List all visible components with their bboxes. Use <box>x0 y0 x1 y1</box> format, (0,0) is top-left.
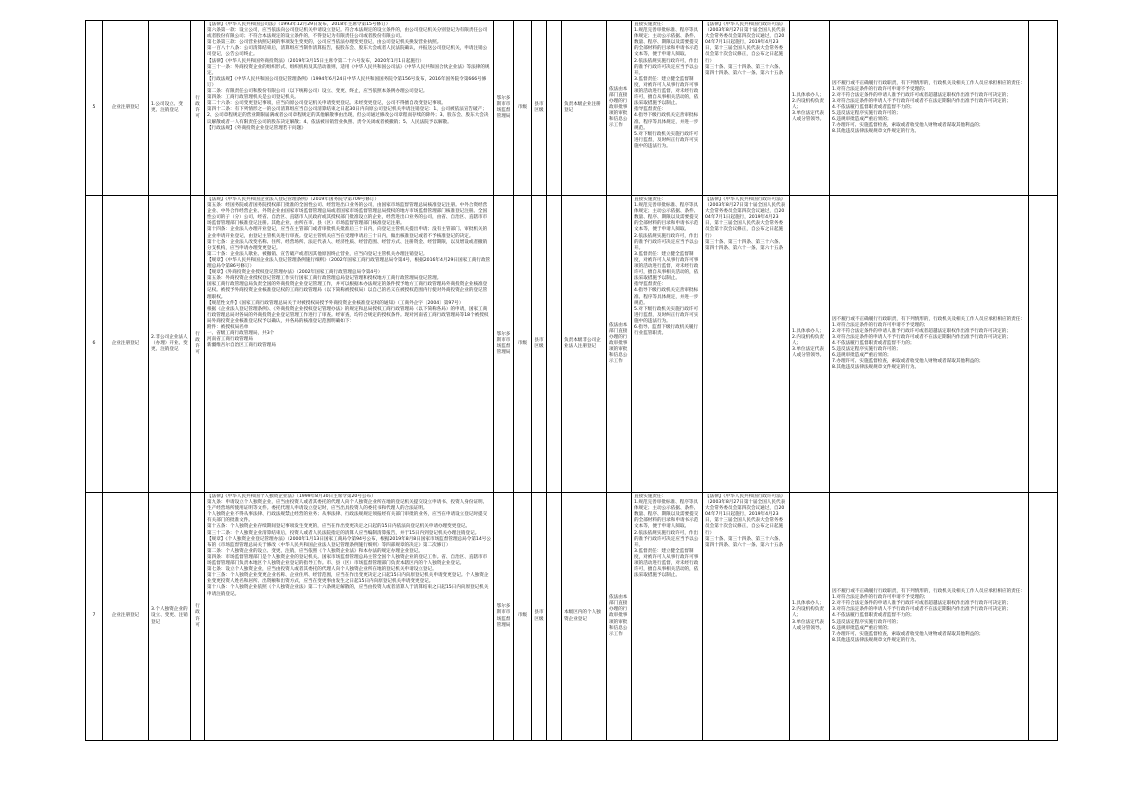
paragraph: 指导监督责任： <box>634 107 667 113</box>
seq-cell: 7 <box>86 493 103 741</box>
paragraph: 第五条：外商投资企业授权登记管理工作实行国家工商行政管理总局登记管理和授权地方工商行政管理局登记管理。 <box>207 276 442 282</box>
paragraph: 第十四条：企业法人办理开业登记，应当在主管部门或者审批机关批准后三十日内，向登记主管机关提出申请；没有主管部门、审批机关的企业申请开业登记，由登记主管机关进行审查。登记主管机关应当在受理申请后三十日内，做出核准登记或者不予核准登记的决定。 <box>207 227 488 239</box>
paragraph: 5.对下级行政机关实施行政许可进行监督，及时纠正行政许可实施中的违法行为。 <box>634 131 699 149</box>
paragraph: 第十三条：个人独资企业变更企业名称、企业住所、经营范围，应当在作出变更决定之日起15日内向原登记机关申请变更登记。个人独资企业变更投资人姓名和居所、出资额和出资方式，应当在变更事由发生之日起15日内向原登记机关申请变更登记。 <box>207 573 489 585</box>
seq-cell: 5 <box>86 21 103 196</box>
paragraph: 2.依法依规实施行政许可，作出的准予行政许可决定应当予以公开。 <box>634 58 699 76</box>
subject-cell: 负责本级非公司企业法人注册登记 <box>562 196 607 493</box>
legal-basis-text <box>207 494 491 739</box>
paragraph: 【行政法规】《外商投资企业登记管理若干问题》 <box>207 125 306 131</box>
legal-basis-text <box>207 22 491 194</box>
paragraph: 3.监督责任：建立健全监督制度，对被许可人从事行政许可事项的活动进行监督，对未经行政许可，擅自从事相关活动的，依法采取措施予以制止。 <box>634 251 699 282</box>
account-basis-text: 【法律】《中华人民共和国行政许可法》（2003年8月27日第十届全国人民代表大会常务委员会第四次会议通过，自2004年7月1日起施行，2019年4月23日，第十三届全国人民代表大会常务委员会第十次会议修正，自公布之日起施行） 第三十条、第三十四条、第三十六条、第四十四条、第六十一条、第六十五条 <box>705 197 786 251</box>
account-basis-cell <box>703 196 790 493</box>
paragraph: 6.指导、监督下级行政机关履行行业监管职责。 <box>634 324 699 337</box>
paragraph: 5.对下级行政机关实施行政许可进行监督，及时纠正行政许可实施中的违法行为。 <box>634 306 699 324</box>
accountability-cell <box>830 21 1029 196</box>
paragraph: 4.指导下级行政机关完善审批标准、程序等具体规定，并进一步规范。 <box>634 288 699 306</box>
table-row <box>86 493 1058 741</box>
accountability-text: 因不履行或不正确履行行政职责，有下列情形的，行政机关及相关工作人员应承担相应的责任： 1.对符合法定条件的行政许可申请不予受理的； 2.对不符合法定条件的申请人准予行政许可或者超越法定职权作出准予行政许可决定的； 3.对符合法定条件的申请人不予行政许可或者不在法定期限内作出准予行政许可决定的； 4.不依法履行监督职责或者监督不力的； 5.违反法定程序实施行政许可的； 6.违规审批造成严重后果的； 7.办理许可、实施监督检查，索取或者收受他人财物或者谋取其他利益的； 8.其他违反法律法规规章文件规定的行为。 <box>832 316 1025 371</box>
level-city-cell: 市级 <box>514 21 532 196</box>
paragraph: 1.规范完善审批标准、程序等具体规定；主动公示依据、条件、数量、程序、期限以及需要提交的全部材料的目录和申请书示范文本等，便于申请人阅取。 <box>634 500 699 530</box>
duties-cell <box>632 493 703 741</box>
paragraph: 第十八条：个人独资企业依照《个人独资企业法》第二十六条规定解散的，应当由投资人或者清算人于清算结束之日起15日内向原登记机关申请注销登记。 <box>207 585 489 597</box>
account-basis-cell <box>703 21 790 196</box>
kind-cell: 行政许可 <box>191 493 205 741</box>
level-county-cell: 县市区级 <box>532 196 547 493</box>
level-county-cell: 县市区级 <box>532 493 547 741</box>
subject-cell: 本级区内的个人独资企业登记 <box>562 493 607 741</box>
paragraph: 一、省级工商行政管理局，共3个 <box>207 331 275 337</box>
paragraph: 第四条：市场监督管理部门是个人独资企业的登记机关。国家市场监督管理总局主管全国个人独资企业的登记工作。省、自治区、直辖市市场监督管理部门负责本地区个人独资企业登记的指导工作。市、县（区）市场监督管理部门负责本辖区内的个人独资企业登记。 <box>207 554 488 567</box>
paragraph: 【行政法规】《中华人民共和国公司登记管理条例》（1994年6月24日中华人民共和国国务院令第156号发布，2016年国务院令第666号修订） <box>207 76 487 88</box>
paragraph: 第四条：工商行政管理机关是公司登记机关。 <box>207 95 299 101</box>
tasks-cell <box>790 493 830 741</box>
duties-cell <box>632 21 703 196</box>
duties-text <box>634 197 700 491</box>
duty-basis-cell: 依法由本部门直接办理的行政审批事项的审批和信息公示工作 <box>607 21 632 196</box>
duty-basis-cell: 依法由本部门直接办理的行政审批事项的审批和信息公示工作 <box>607 196 632 493</box>
kind-cell: 行政许可 <box>191 21 205 196</box>
paragraph: 直接实施责任： <box>634 197 667 202</box>
sub-item-cell: 3.个人独资企业的设立、变更、注销登记 <box>149 493 191 741</box>
table-body <box>86 21 1058 741</box>
paragraph: 第七条第三款：公司营业执照记载的事项发生变更的，公司应当依法办理变更登记，由公司登记机关换发营业执照。 <box>207 40 442 46</box>
paragraph: 第九条：申请设立个人独资企业，应当由投资人或者其委托的代理人向个人独资企业所在地的登记机关提交设立申请书、投资人身份证明、生产经营场所使用证明等文件。委托代理人申请设立登记时，应当出具投资人的委托书和代理人的合法证明。 <box>207 500 488 512</box>
paragraph: 【法律】《中华人民共和国个人独资企业法》（1999年8月30日主席令第20号公布） <box>207 494 376 499</box>
duties-text <box>634 494 700 739</box>
paragraph: 第三十二条：个人独资企业清算结束后，投资人或者人民法院指定的清算人应当编制清算报告，并于15日内到登记机关办理注销登记。 <box>207 530 480 536</box>
tasks-text: 1.具体承办人； 2.内设机构负责人； 3.单位法定代表人或分管领导。 <box>792 92 825 123</box>
seq-cell: 6 <box>86 196 103 493</box>
paragraph: 直接实施责任： <box>634 22 667 27</box>
paragraph: 【规章】《中华人民共和国企业法人登记管理条例施行细则》（2002年国家工商行政管理总局令第4号，根据2016年4月29日国家工商行政管理总局令第86号修订） <box>207 257 491 270</box>
responsibility-table <box>85 20 1058 741</box>
paragraph: 【法律】《中华人民共和国公司法》（1993年12月29日发布，2018年主席令第15号修订） <box>207 22 391 27</box>
legal-basis-cell <box>205 21 494 196</box>
paragraph: 第二十条：企业法人歇业、被撤销、宣告破产或者因其他原因终止营业，应当向登记主管机关办理注销登记。 <box>207 251 428 257</box>
paragraph: 国家工商行政管理总局负责全国的外商投资企业登记管理工作，并可以根据本办法规定的条件授予地方工商行政管理局外商投资企业核准登记权。被授予外商投资企业核准登记权的工商行政管理局（以下简称被授权局）以自己的名义在被授权范围内行使对外商投资企业的登记管理职权。 <box>207 282 488 300</box>
paragraph: 2.依法依规实施行政许可，作出的准予行政许可决定应当予以公开。 <box>634 233 699 251</box>
paragraph: 2.依法依规实施行政许可，作出的准予行政许可决定应当予以公开。 <box>634 530 699 548</box>
dept-cell: 鄂尔多斯市市场监督管理局 <box>494 21 514 196</box>
tasks-text: 1.具体承办人； 2.内设机构负责人； 3.单位法定代表人或分管领导。 <box>792 601 825 631</box>
accountability-cell <box>830 196 1029 493</box>
paragraph: 【法律】《中华人民共和国外商投资法》（2019年3月15日主席令第二十六号发布，2020年1月1日起施行） <box>207 58 425 64</box>
paragraph: 河南省工商行政管理局 <box>207 337 253 343</box>
duty-basis-cell: 依法由本部门直接办理的行政审批事项的审批和信息公示工作 <box>607 493 632 741</box>
legal-basis-cell <box>205 196 494 493</box>
kind-cell: 行政许可 <box>191 196 205 493</box>
paragraph: 第二条：有限责任公司和股份有限公司（以下统称公司）设立、变更、终止，应当依照本条例办理公司登记。 <box>207 89 428 95</box>
tasks-text: 1.具体承办人； 2.内设机构负责人； 3.单位法定代表人或分管领导。 <box>792 328 825 359</box>
paragraph: 3.监督责任：建立健全监督制度，对被许可人从事行政许可事项的活动进行监督，对未经行政许可，擅自从事相关活动的，依法采取措施予以制止。 <box>634 548 699 579</box>
level-city-cell: 市级 <box>514 196 532 493</box>
paragraph: 指导监督责任： <box>634 282 667 288</box>
legal-basis-text <box>207 197 491 491</box>
sub-item-cell: 1.公司设立、变更、注销登记 <box>149 21 191 196</box>
paragraph: 1.规范完善审批标准、程序等具体规定；主动公示依据、条件、数量、程序、期限以及需要提交的全部材料的目录和申请书示范文本等，便于申请人阅取。 <box>634 28 699 58</box>
account-basis-text: 【法律】《中华人民共和国行政许可法》（2003年8月27日第十届全国人民代表大会常务委员会第四次会议通过，自2004年7月1日起施行，2019年4月23日，第十三届全国人民代表大会常务委员会第十次会议修正，自公布之日起施行） 第三十条、第三十四条、第三十六条、第四十四条、第六十一条、第六十五条 <box>705 22 786 76</box>
paragraph: 新疆维吾尔自治区工商行政管理局 <box>207 343 276 349</box>
table-row <box>86 21 1058 196</box>
accountability-cell <box>830 493 1029 741</box>
subject-cell: 负责本级企业注册登记 <box>562 21 607 196</box>
sub-item-cell: 2.非公司企业法人（办理）开业、变更、注销登记 <box>149 196 191 493</box>
accountability-text: 因不履行或不正确履行行政职责，有下列情形的，行政机关及相关工作人员应承担相应的责任： 1.对符合法定条件的行政许可申请不予受理的； 2.对不符合法定条件的申请人准予行政许可或者超越法定职权作出准予行政许可决定的； 3.对符合法定条件的申请人不予行政许可或者不在法定期限内作出准予行政许可决定的； 4.不依法履行监督职责或者监督不力的； 5.违反法定程序实施行政许可的； 6.违规审批造成严重后果的； 7.办理许可、实施监督检查，索取或者收受他人财物或者谋取其他利益的； 8.其他违反法律法规规章文件规定的行为。 <box>832 589 1025 643</box>
remark-cell <box>1029 493 1058 741</box>
blank-cell <box>547 493 562 741</box>
paragraph: 【法规】《中华人民共和国企业法人登记管理条例》（2019年国务院令第709号修订） <box>207 197 380 202</box>
remark-cell <box>1029 21 1058 196</box>
paragraph: 第二十六条：公司变更登记事项，应当向原公司登记机关申请变更登记。未经变更登记，公司不得擅自改变登记事项。 <box>207 101 446 107</box>
paragraph: 第一百八十八条：公司清算结束后，清算组应当制作清算报告，报股东会、股东大会或者人民法院确认，并报送公司登记机关，申请注销公司登记，公告公司终止。 <box>207 46 488 58</box>
paragraph: 第十七条：企业法人改变名称、住所、经营场所、法定代表人、经济性质、经营范围、经营方式、注册资金、经营期限，以及增设或者撤销分支机构，应当申请办理变更登记。 <box>207 239 488 251</box>
accountability-text: 因不履行或不正确履行行政职责，有下列情形的，行政机关及相关工作人员应承担相应的责任： 1.对符合法定条件的行政许可申请不予受理的； 2.对不符合法定条件的申请人准予行政许可或者超越法定职权作出准予行政许可决定的； 3.对符合法定条件的申请人不予行政许可或者不在法定期限内作出准予行政许可决定的； 4.不依法履行监督职责或者监督不力的； 5.违反法定程序实施行政许可的； 6.违规审批造成严重后果的； 7.办理许可、实施监督检查，索取或者收受他人财物或者谋取其他利益的； 8.其他违反法律法规规章文件规定的行为。 <box>832 80 1025 135</box>
dept-cell: 鄂尔多斯市市场监督管理局 <box>494 493 514 741</box>
paragraph: 【规范性文件】《国家工商行政管理总局关于对被授权局授予外商投资企业核准登记权的通知》（工商外企字〔2004〕第97号） <box>207 300 464 306</box>
tasks-cell <box>790 21 830 196</box>
legal-basis-cell <box>205 493 494 741</box>
level-county-cell: 县市区级 <box>532 21 547 196</box>
level-city-cell: 市级 <box>514 493 532 741</box>
paragraph: 直接实施责任： <box>634 494 667 499</box>
paragraph: 根据《企业法人登记管理条例》、《外商投资企业授权登记管理办法》的规定和总局授权工商行政管理局（以下简称各局）的申请，国家工商行政管理总局对各局的外商投资企业登记管理工作进行了审查。经审查，均符合规定的授权条件。现对河南省工商行政管理局等18个被授权局外商投资企业核准登记权予以确认，并各局的核准登记范围明确如下： <box>207 306 489 324</box>
blank-cell <box>547 196 562 493</box>
item-name-cell: 企业注册登记 <box>103 21 149 196</box>
account-basis-cell <box>703 493 790 741</box>
paragraph: 附件：被授权局名单 <box>207 324 249 330</box>
paragraph: 个人独资企业不得从事法律、行政法规禁止经营的业务；从事法律、行政法规规定须报经有关部门审批的业务，应当在申请设立登记时提交有关部门的批准文件。 <box>207 512 488 524</box>
paragraph: 【规章】《个人独资企业登记管理办法》（2000年1月13日国家工商局令第94号公布，根据2019年8月8日国家市场监督管理总局令第14号公布的《市场监督管理总局关于修改〈中华人民共和国企业法人登记管理条例施行细则〉等四部规章的决定》第二次修订） <box>207 536 491 548</box>
duties-text <box>634 22 700 194</box>
paragraph: 第三十一条：外商投资企业的组织形式、组织机构及其活动准则，适用《中华人民共和国公司法》《中华人民共和国合伙企业法》等法律的规定。 <box>207 64 490 76</box>
remark-cell <box>1029 196 1058 493</box>
paragraph: 第十五条：个人独资企业存续期间登记事项发生变更的，应当在作出变更决定之日起的15日内依法向登记机关申请办理变更登记。 <box>207 524 471 530</box>
duties-cell <box>632 196 703 493</box>
item-name-cell: 企业注册登记 <box>103 196 149 493</box>
paragraph: 第五条：经国务院或者国务院授权部门批准的全国性公司、经营进出口业务的公司，由国家市场监督管理总局核准登记注册。中外合资经营企业、中外合作经营企业、外资企业由国家市场监督管理总局或者国家市场监督管理总局授权的地方市场监督管理部门核准登记注册。全国性公司的子（分）公司，经省、自治区、直辖市人民政府或其授权部门批准设立的企业，经营进出口业务的公司，由省、自治区、直辖市市场监督管理部门核准登记注册。其他企业，由所在市、县（区）市场监督管理部门核准登记注册。 <box>207 203 488 227</box>
paragraph: 3.监督责任：建立健全监督制度，对被许可人从事行政许可事项的活动进行监督，对未经行政许可，擅自从事相关活动的，依法采取措施予以制止。 <box>634 76 699 107</box>
paragraph: 第七条：设立个人独资企业，应当由投资人或者其委托的代理人向个人独资企业所在地的登记机关申请设立登记。 <box>207 567 437 573</box>
paragraph: 第六条第一款：设立公司，应当依法向公司登记机关申请设立登记。符合本法规定的设立条件的，由公司登记机关分别登记为有限责任公司或者股份有限公司；不符合本法规定的设立条件的，不得登记为有限责任公司或者股份有限公司。 <box>207 28 488 40</box>
paragraph: 第四十二条：有下列情形之一的公司清算组应当自公司清算结束之日起30日内向原公司登记机关申请注销登记：1、公司被依法宣告破产；2、公司章程规定的营业期限届满或者公司章程规定的其他解散事由出现，但公司通过修改公司章程而存续的除外；3、股东会、股东大会决议解散或者一人有限责任公司的股东决定解散；4、依法被吊销营业执照、责令关闭或者被撤销；5、人民法院予以解散。 <box>207 107 489 125</box>
paragraph: 4.指导下级行政机关完善审批标准、程序等具体规定，并进一步规范。 <box>634 113 699 131</box>
tasks-cell <box>790 196 830 493</box>
paragraph: 第二条：个人独资企业的设立、变更、注销，应当依照《个人独资企业法》和本办法的规定办理企业登记。 <box>207 548 423 554</box>
item-name-cell: 企业注册登记 <box>103 493 149 741</box>
paragraph: 【规章】《外商投资企业授权登记管理办法》（2002年国家工商行政管理总局令第4号） <box>207 270 383 276</box>
account-basis-text: 【法律】《中华人民共和国行政许可法》（2003年8月27日第十届全国人民代表大会常务委员会第四次会议通过，自2004年7月1日起施行，2019年4月23日，第十三届全国人民代表大会常务委员会第十次会议修正，自公布之日起施行） 第三十条、第三十四条、第三十六条、第四十四条、第六十一条、第六十五条 <box>705 494 786 548</box>
paragraph: 1.规范完善审批标准、程序等具体规定；主动公示依据、条件、数量、程序、期限以及需要提交的全部材料的目录和申请书示范文本等，便于申请人阅取。 <box>634 203 699 233</box>
blank-cell <box>547 21 562 196</box>
table-row <box>86 196 1058 493</box>
dept-cell: 鄂尔多斯市市场监督管理局 <box>494 196 514 493</box>
